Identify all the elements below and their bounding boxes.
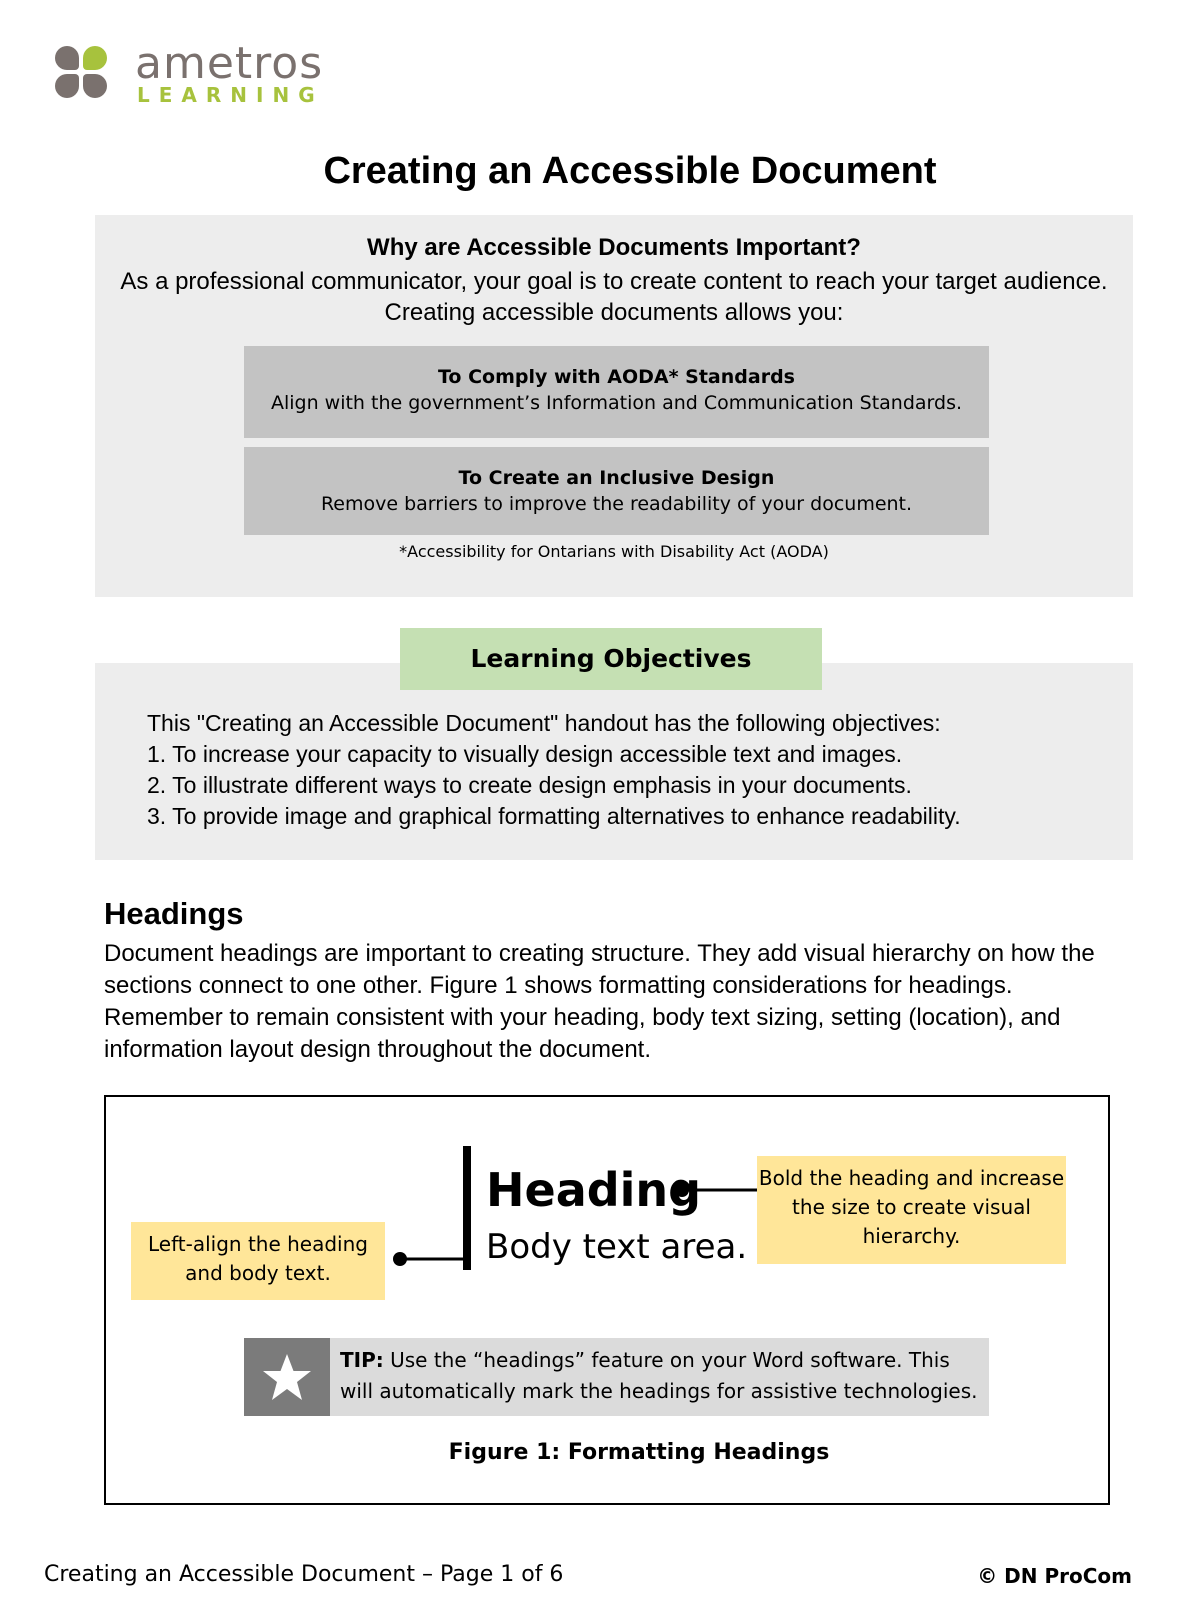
logo-subtitle: LEARNING — [137, 83, 324, 107]
star-icon — [244, 1338, 330, 1416]
tip-body: Use the “headings” feature on your Word software. This will automatically mark the headings for assistive technologies. — [340, 1348, 978, 1403]
objectives-intro: This "Creating an Accessible Document" handout has the following objectives: — [147, 710, 941, 736]
star-icon-graphic — [244, 1338, 330, 1416]
sample-heading: Heading — [486, 1163, 702, 1217]
objective-item: 3. To provide image and graphical formatting alternatives to enhance readability. — [147, 803, 961, 829]
objective-item: 1. To increase your capacity to visually design accessible text and images. — [147, 741, 903, 767]
tip-text — [340, 1345, 980, 1407]
inclusive-callout-title: To Create an Inclusive Design — [458, 467, 775, 489]
aoda-footnote: *Accessibility for Ontarians with Disability Act (AODA) — [399, 542, 829, 561]
footer-page-label: Creating an Accessible Document – Page 1 of 6 — [44, 1562, 564, 1587]
why-heading: Why are Accessible Documents Important? — [367, 234, 861, 261]
why-body-text: As a professional communicator, your goal is to create content to reach your target audience. Creating accessible documents allows you: — [120, 268, 1108, 326]
aoda-callout-desc: Align with the government’s Information and Communication Standards. — [270, 392, 963, 414]
tip-label: TIP: — [340, 1348, 384, 1372]
section-body: Document headings are important to creating structure. They add visual hierarchy on how the sections connect to one other. Figure 1 shows formatting considerations for headings. Remember to remain consistent with your heading, body text sizing, setting (location), and information layout design throughout the document. — [104, 940, 1095, 1063]
sample-body-text: Body text area. — [486, 1227, 748, 1267]
footer-copyright: © DN ProCom — [977, 1564, 1132, 1588]
objectives-tab: Learning Objectives — [400, 628, 822, 690]
left-connector-dot — [393, 1252, 407, 1266]
left-align-note: Left-align the heading and body text. — [131, 1222, 385, 1300]
objective-item: 2. To illustrate different ways to create design emphasis in your documents. — [147, 772, 912, 798]
bold-heading-note: Bold the heading and increase the size to create visual hierarchy. — [757, 1156, 1066, 1264]
figure-caption: Figure 1: Formatting Headings — [448, 1440, 830, 1465]
vertical-bar — [463, 1146, 471, 1270]
section-heading: Headings — [104, 896, 244, 931]
aoda-callout-title: To Comply with AODA* Standards — [437, 366, 795, 388]
logo-wordmark: ametros — [135, 38, 324, 89]
page-title: Creating an Accessible Document — [323, 150, 937, 192]
inclusive-callout-desc: Remove barriers to improve the readability of your document. — [320, 493, 913, 515]
